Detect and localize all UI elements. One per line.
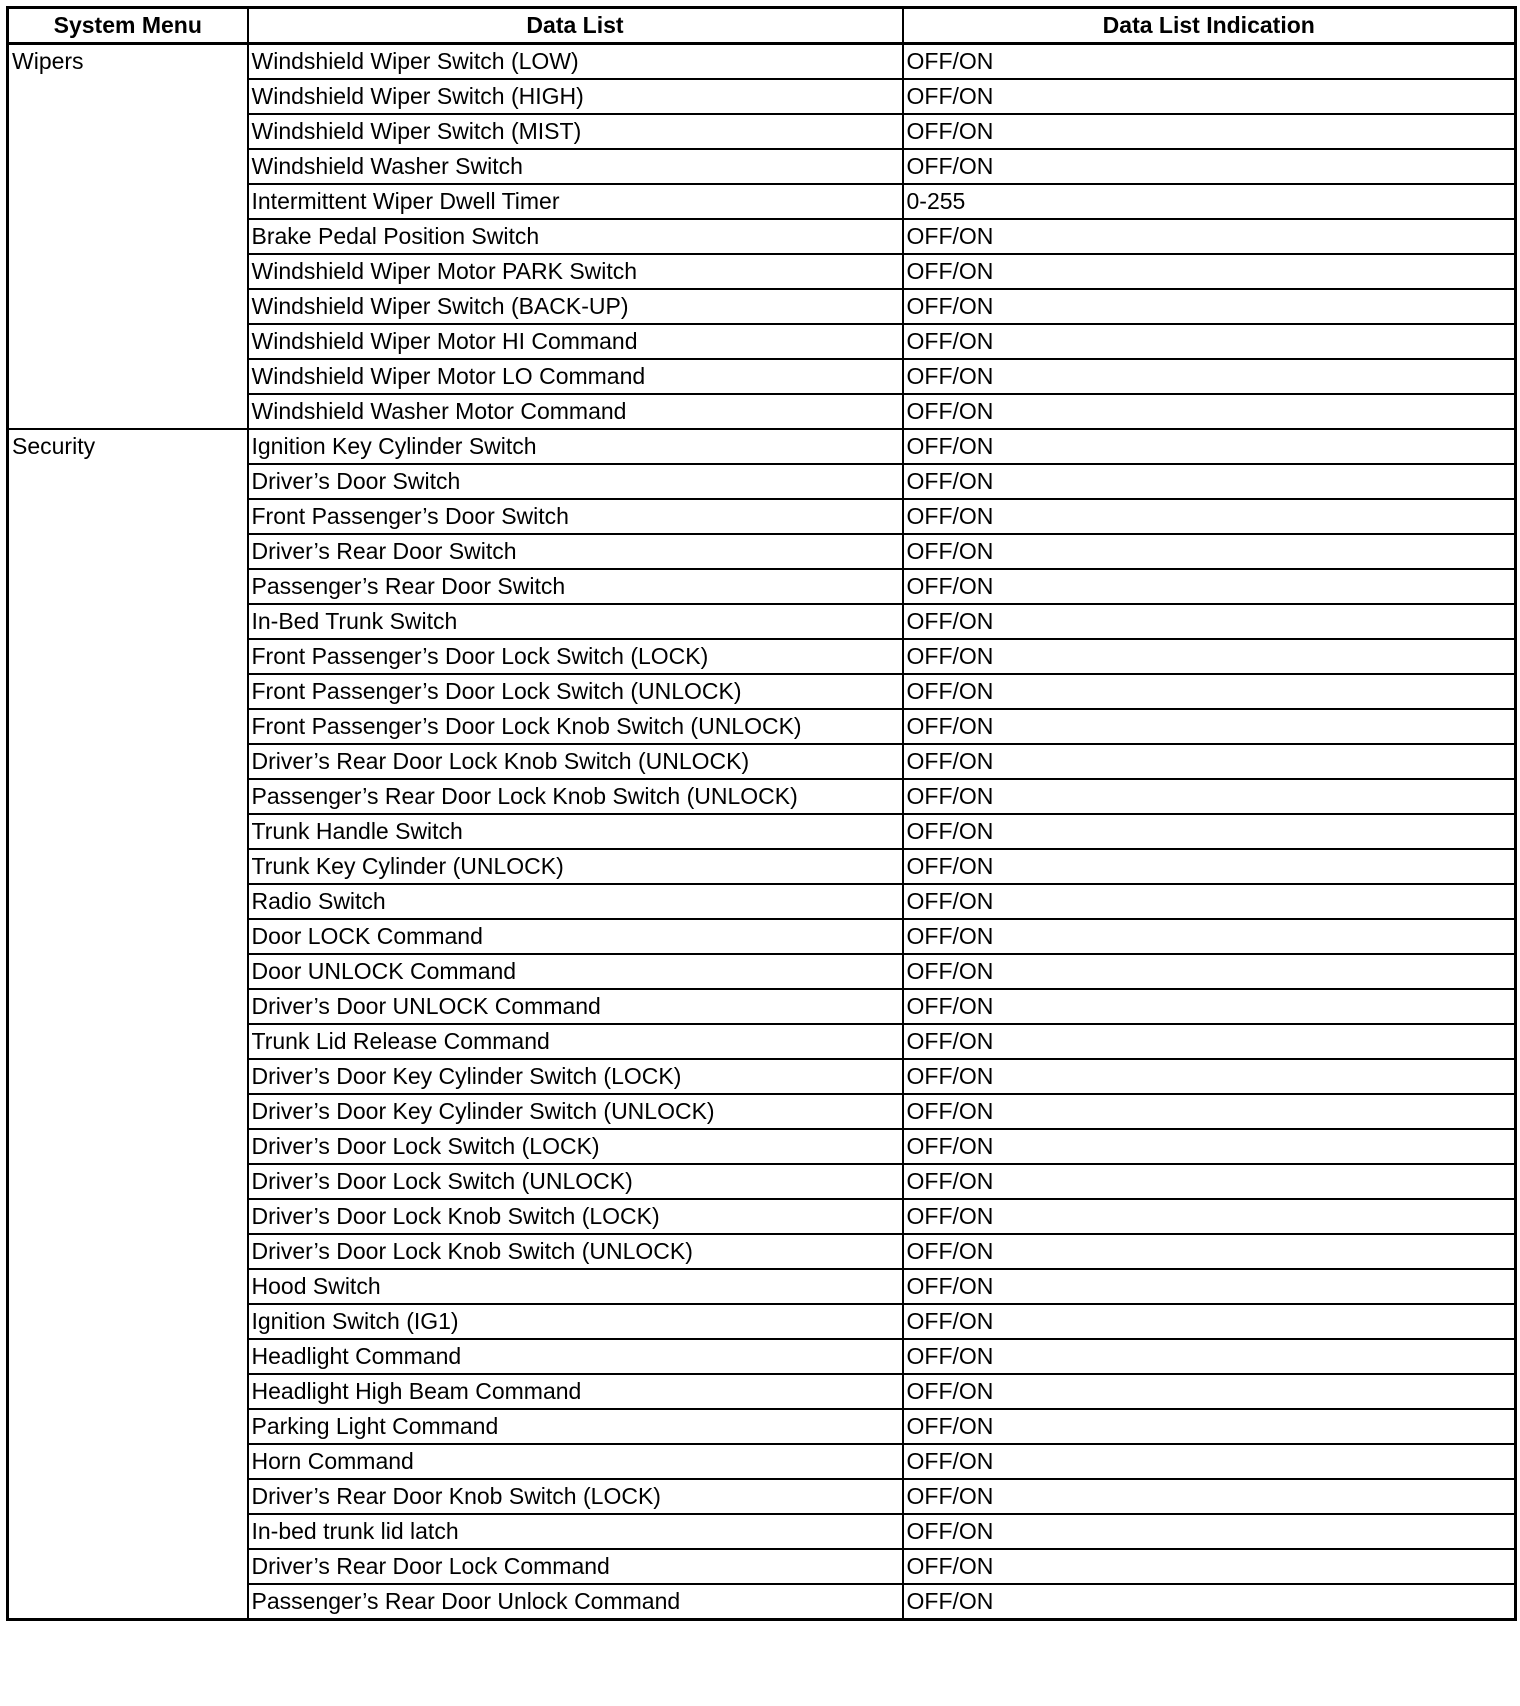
data-list-indication-cell: OFF/ON xyxy=(903,604,1516,639)
data-list-cell: Parking Light Command xyxy=(248,1409,903,1444)
data-list-indication-cell: OFF/ON xyxy=(903,1514,1516,1549)
data-list-indication-cell: OFF/ON xyxy=(903,919,1516,954)
data-list-cell: Driver’s Door Lock Switch (UNLOCK) xyxy=(248,1164,903,1199)
data-list-cell: Windshield Wiper Motor PARK Switch xyxy=(248,254,903,289)
data-list-cell: Windshield Washer Motor Command xyxy=(248,394,903,429)
data-list-indication-cell: OFF/ON xyxy=(903,814,1516,849)
data-list-indication-cell: OFF/ON xyxy=(903,534,1516,569)
header-row xyxy=(8,8,1516,44)
data-list-cell: Trunk Lid Release Command xyxy=(248,1024,903,1059)
data-list-cell: Hood Switch xyxy=(248,1269,903,1304)
table-row xyxy=(8,44,1516,80)
data-list-cell: Driver’s Door Lock Switch (LOCK) xyxy=(248,1129,903,1164)
data-list-indication-cell: OFF/ON xyxy=(903,1479,1516,1514)
header-data-list: Data List xyxy=(248,8,903,44)
data-list-cell: Driver’s Rear Door Knob Switch (LOCK) xyxy=(248,1479,903,1514)
data-list-indication-cell: OFF/ON xyxy=(903,1444,1516,1479)
table-row xyxy=(8,429,1516,464)
data-list-cell: Driver’s Door Key Cylinder Switch (UNLOCK) xyxy=(248,1094,903,1129)
data-list-indication-cell: OFF/ON xyxy=(903,429,1516,464)
data-list-indication-cell: OFF/ON xyxy=(903,849,1516,884)
data-list-indication-cell: OFF/ON xyxy=(903,1304,1516,1339)
data-list-cell: Windshield Wiper Switch (HIGH) xyxy=(248,79,903,114)
data-list-cell: Driver’s Door UNLOCK Command xyxy=(248,989,903,1024)
data-list-indication-cell: OFF/ON xyxy=(903,114,1516,149)
data-list-table xyxy=(6,6,1517,1621)
data-list-cell: Headlight Command xyxy=(248,1339,903,1374)
data-list-cell: Ignition Key Cylinder Switch xyxy=(248,429,903,464)
data-list-indication-cell: OFF/ON xyxy=(903,1374,1516,1409)
data-list-indication-cell: OFF/ON xyxy=(903,1549,1516,1584)
data-list-indication-cell: OFF/ON xyxy=(903,289,1516,324)
data-list-cell: Windshield Wiper Motor HI Command xyxy=(248,324,903,359)
data-list-indication-cell: OFF/ON xyxy=(903,569,1516,604)
data-list-cell: Ignition Switch (IG1) xyxy=(248,1304,903,1339)
data-list-indication-cell: OFF/ON xyxy=(903,989,1516,1024)
data-list-indication-cell: OFF/ON xyxy=(903,44,1516,80)
data-list-cell: Windshield Wiper Motor LO Command xyxy=(248,359,903,394)
data-list-cell: Front Passenger’s Door Lock Knob Switch (UNLOCK) xyxy=(248,709,903,744)
table-body xyxy=(8,44,1516,1620)
data-list-indication-cell: OFF/ON xyxy=(903,359,1516,394)
data-list-indication-cell: OFF/ON xyxy=(903,1024,1516,1059)
data-list-indication-cell: OFF/ON xyxy=(903,149,1516,184)
data-list-cell: Brake Pedal Position Switch xyxy=(248,219,903,254)
data-list-cell: Windshield Wiper Switch (BACK-UP) xyxy=(248,289,903,324)
data-list-cell: Passenger’s Rear Door Switch xyxy=(248,569,903,604)
data-list-indication-cell: OFF/ON xyxy=(903,219,1516,254)
data-list-indication-cell: OFF/ON xyxy=(903,779,1516,814)
data-list-cell: Passenger’s Rear Door Lock Knob Switch (UNLOCK) xyxy=(248,779,903,814)
data-list-cell: Intermittent Wiper Dwell Timer xyxy=(248,184,903,219)
system-menu-cell: Wipers xyxy=(8,44,248,430)
data-list-indication-cell: OFF/ON xyxy=(903,639,1516,674)
data-list-cell: Door UNLOCK Command xyxy=(248,954,903,989)
data-list-cell: Headlight High Beam Command xyxy=(248,1374,903,1409)
data-list-cell: Driver’s Door Lock Knob Switch (LOCK) xyxy=(248,1199,903,1234)
data-list-indication-cell: OFF/ON xyxy=(903,954,1516,989)
data-list-indication-cell: OFF/ON xyxy=(903,254,1516,289)
data-list-cell: Driver’s Rear Door Switch xyxy=(248,534,903,569)
data-list-indication-cell: OFF/ON xyxy=(903,1584,1516,1620)
data-list-indication-cell: OFF/ON xyxy=(903,1059,1516,1094)
data-list-indication-cell: OFF/ON xyxy=(903,1339,1516,1374)
data-list-indication-cell: 0-255 xyxy=(903,184,1516,219)
data-list-cell: Windshield Washer Switch xyxy=(248,149,903,184)
data-list-indication-cell: OFF/ON xyxy=(903,1094,1516,1129)
data-list-cell: Front Passenger’s Door Switch xyxy=(248,499,903,534)
data-list-indication-cell: OFF/ON xyxy=(903,1409,1516,1444)
data-list-cell: Front Passenger’s Door Lock Switch (UNLOCK) xyxy=(248,674,903,709)
data-list-cell: Windshield Wiper Switch (MIST) xyxy=(248,114,903,149)
data-list-cell: Windshield Wiper Switch (LOW) xyxy=(248,44,903,80)
data-list-indication-cell: OFF/ON xyxy=(903,1164,1516,1199)
data-list-cell: Driver’s Rear Door Lock Knob Switch (UNLOCK) xyxy=(248,744,903,779)
data-list-cell: Door LOCK Command xyxy=(248,919,903,954)
data-list-indication-cell: OFF/ON xyxy=(903,1199,1516,1234)
data-list-indication-cell: OFF/ON xyxy=(903,1129,1516,1164)
header-system-menu: System Menu xyxy=(8,8,248,44)
data-list-cell: Driver’s Door Key Cylinder Switch (LOCK) xyxy=(248,1059,903,1094)
data-list-cell: In-Bed Trunk Switch xyxy=(248,604,903,639)
data-list-indication-cell: OFF/ON xyxy=(903,674,1516,709)
data-list-cell: Trunk Handle Switch xyxy=(248,814,903,849)
data-list-indication-cell: OFF/ON xyxy=(903,499,1516,534)
data-list-indication-cell: OFF/ON xyxy=(903,1234,1516,1269)
data-list-indication-cell: OFF/ON xyxy=(903,884,1516,919)
data-list-cell: Horn Command xyxy=(248,1444,903,1479)
data-list-cell: Driver’s Rear Door Lock Command xyxy=(248,1549,903,1584)
header-data-list-indication: Data List Indication xyxy=(903,8,1516,44)
data-list-indication-cell: OFF/ON xyxy=(903,464,1516,499)
data-list-cell: Driver’s Door Switch xyxy=(248,464,903,499)
data-list-indication-cell: OFF/ON xyxy=(903,1269,1516,1304)
data-list-indication-cell: OFF/ON xyxy=(903,394,1516,429)
data-list-cell: Radio Switch xyxy=(248,884,903,919)
data-list-indication-cell: OFF/ON xyxy=(903,79,1516,114)
system-menu-cell: Security xyxy=(8,429,248,1620)
data-list-indication-cell: OFF/ON xyxy=(903,324,1516,359)
data-list-cell: Passenger’s Rear Door Unlock Command xyxy=(248,1584,903,1620)
data-list-indication-cell: OFF/ON xyxy=(903,709,1516,744)
data-list-cell: Front Passenger’s Door Lock Switch (LOCK) xyxy=(248,639,903,674)
data-list-cell: Driver’s Door Lock Knob Switch (UNLOCK) xyxy=(248,1234,903,1269)
data-list-cell: In-bed trunk lid latch xyxy=(248,1514,903,1549)
data-list-cell: Trunk Key Cylinder (UNLOCK) xyxy=(248,849,903,884)
data-list-indication-cell: OFF/ON xyxy=(903,744,1516,779)
